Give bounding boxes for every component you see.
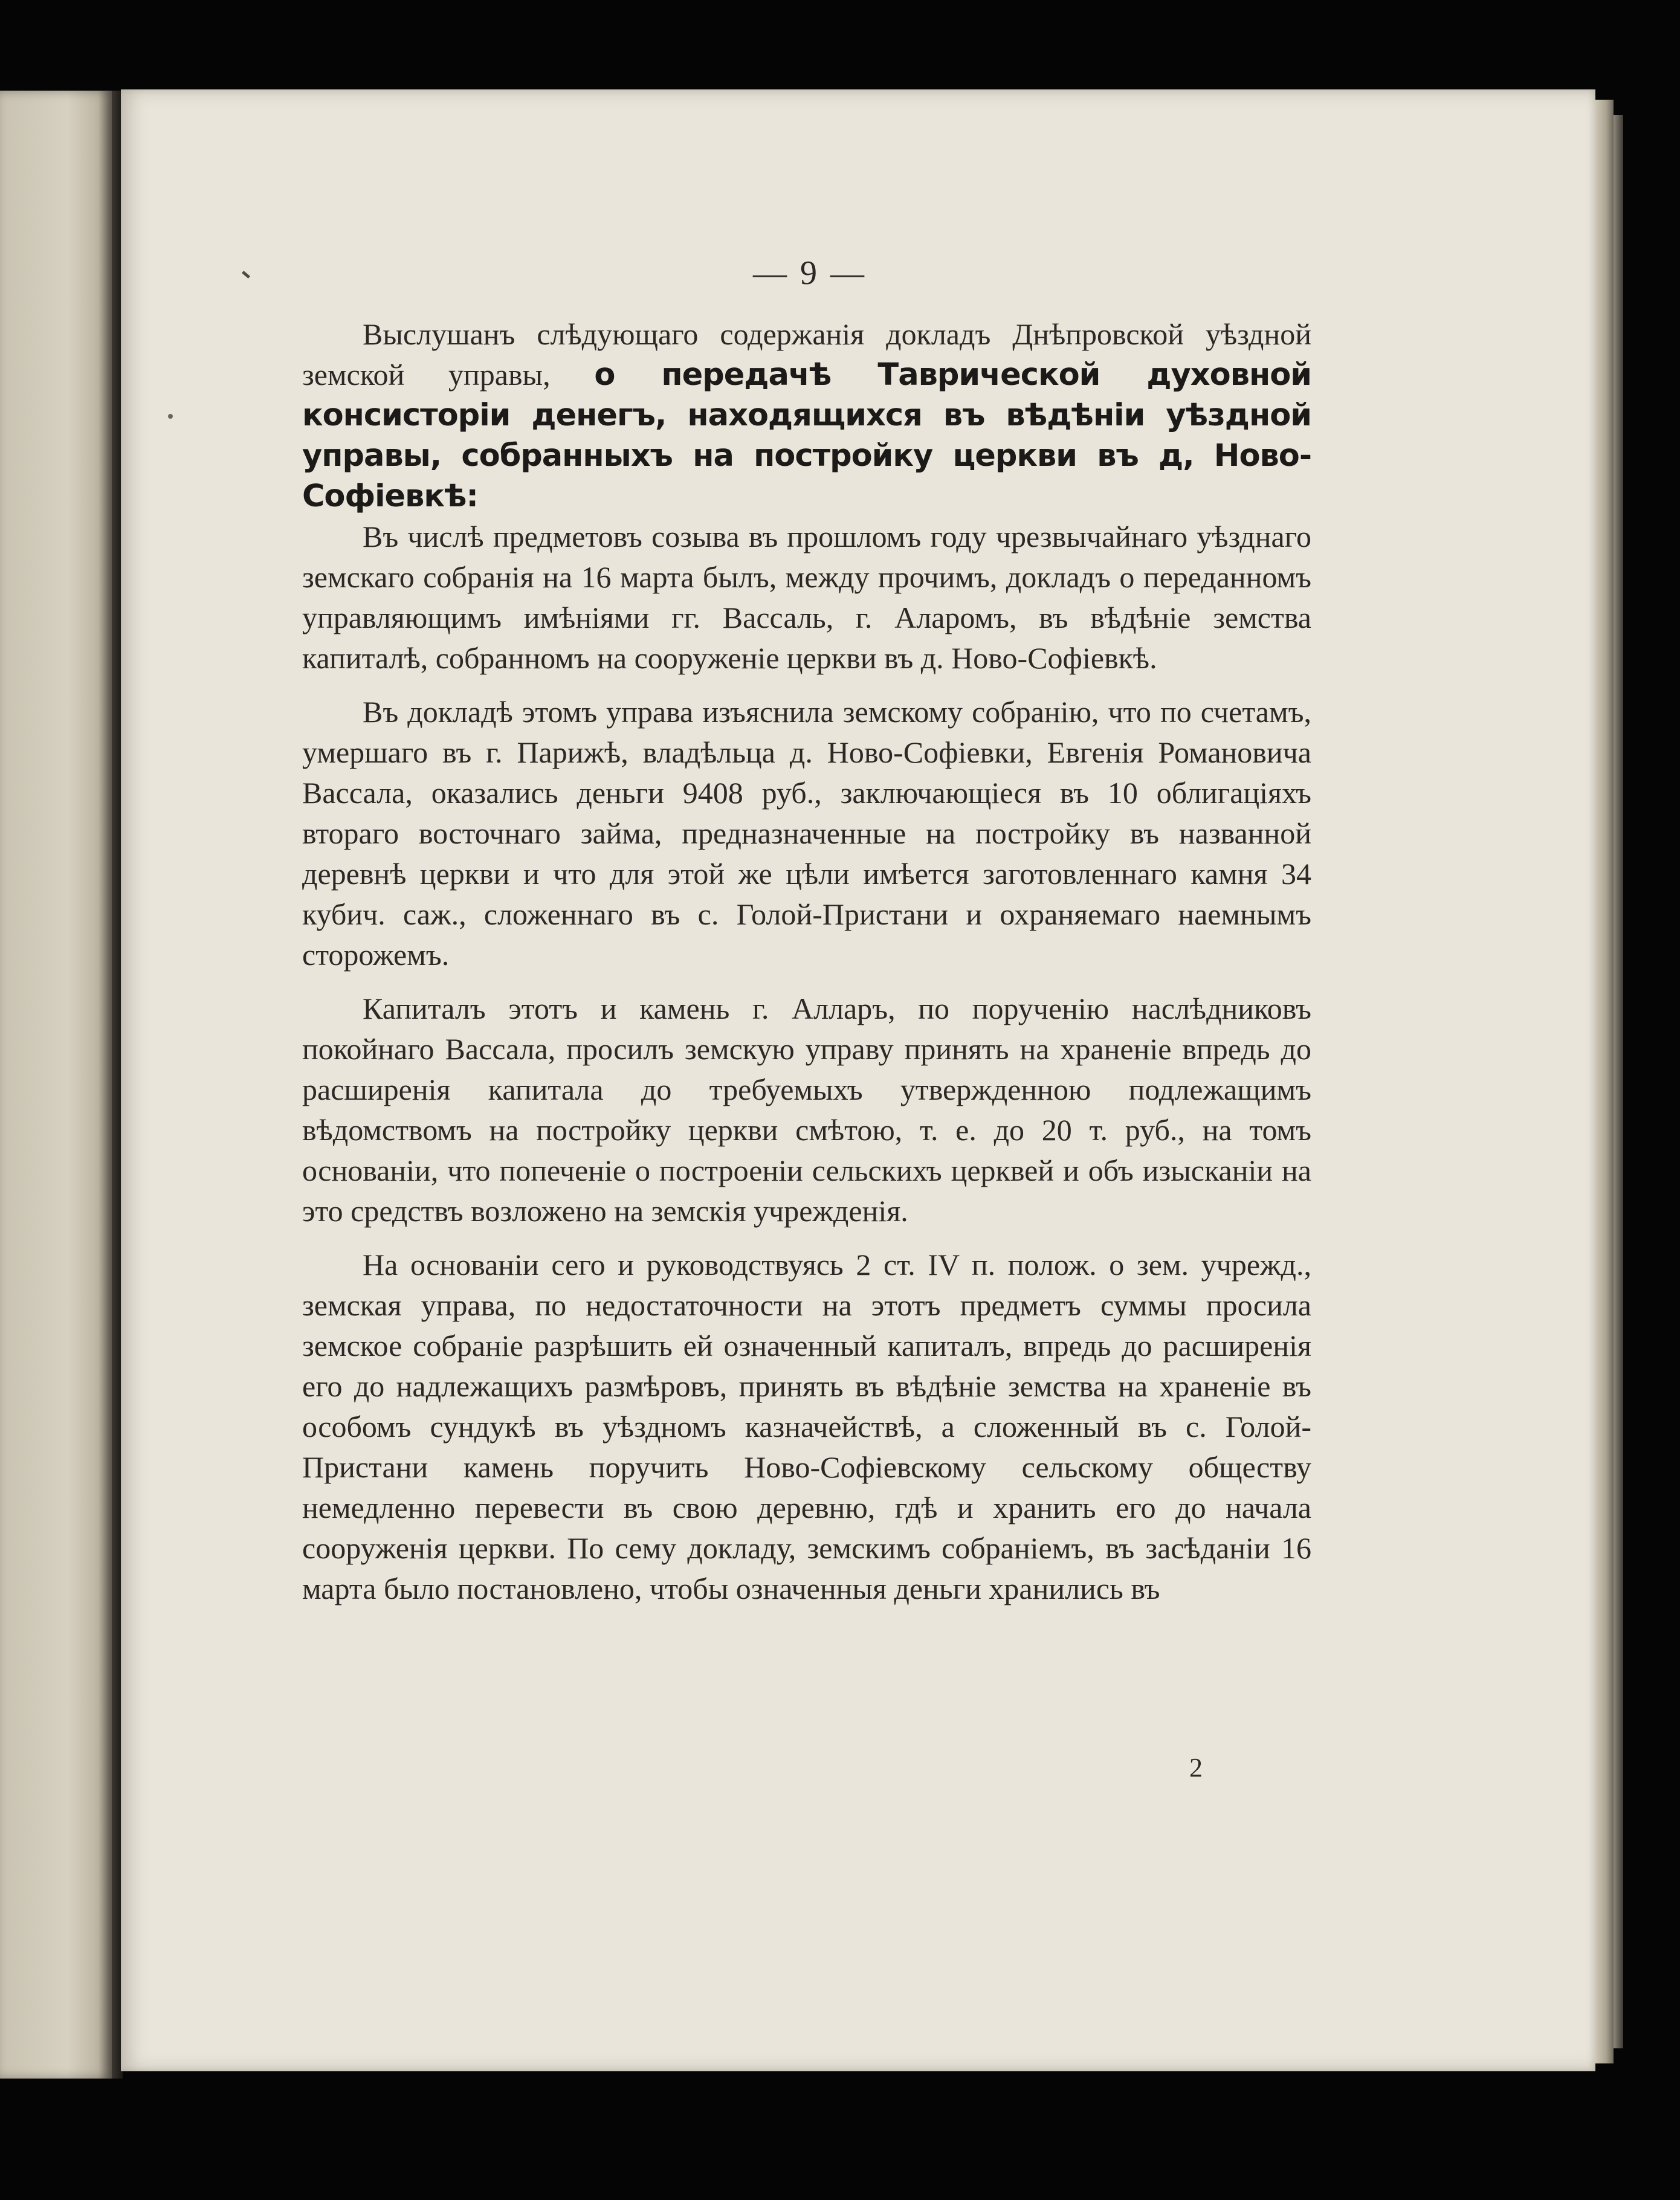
- paragraph-2: Въ докладѣ этомъ управа изъяснила земскому собранію, что по счетамъ, умершаго въ г. Парижѣ, владѣльца д. Ново-Софіевки, Евгенія Романовича Вассала, оказались деньги 9408 руб., заключающіеся въ 10 облигаціяхъ втораго восточнаго займа, предназначенные на постройку въ названной деревнѣ церкви и что для этой же цѣли имѣется заготовленнаго камня 34 кубич. саж., сложеннаго въ с. Голой-Пристани и охраняемаго наемнымъ сторожемъ.: [302, 695, 1311, 972]
- intro-bold-heading: о передачѣ Таврической духовной консисторіи денегъ, находящихся въ вѣдѣніи уѣздной управы, собранныхъ на постройку церкви въ д, Ново-Софіевкѣ:: [302, 357, 1311, 514]
- page-stack-shadow: [1614, 115, 1623, 2048]
- paragraph-4: На основаніи сего и руководствуясь 2 ст. IV п. полож. о зем. учрежд., земская управа, по недостаточности на этотъ предметъ суммы просила земское собраніе разрѣшить ей означенный капиталъ, впредь до расширенія его до надлежащихъ размѣровъ, принять въ вѣдѣніе земства на храненіе въ особомъ сундукѣ въ уѣздномъ казначействѣ, а сложенный въ с. Голой-Пристани камень поручить Ново-Софіевскому сельскому обществу немедленно перевести въ свою деревню, гдѣ и хранить его до начала сооруженія церкви. По сему докладу, земскимъ собраніемъ, въ засѣданіи 16 марта было постановлено, чтобы означенныя деньги хранились въ: [302, 1248, 1311, 1605]
- left-page-edge: [0, 91, 112, 2079]
- paragraph-1: Въ числѣ предметовъ созыва въ прошломъ году чрезвычайнаго уѣзднаго земскаго собранія на 16 марта былъ, между прочимъ, докладъ о переданномъ управляющимъ имѣніями гг. Вассаль, г. Аларомъ, въ вѣдѣніе земства капиталѣ, собранномъ на сооруженіе церкви въ д. Ново-Софіевкѣ.: [302, 520, 1311, 675]
- intro-paragraph: [302, 314, 1311, 517]
- page-number: — 9 —: [753, 254, 867, 292]
- paper-speck: [168, 414, 173, 419]
- paragraph-3: Капиталъ этотъ и камень г. Алларъ, по порученію наслѣдниковъ покойнаго Вассала, просилъ земскую управу принять на храненіе впредь до расширенія капитала до требуемыхъ утвержденною подлежащимъ вѣдомствомъ на постройку церкви смѣтою, т. е. до 20 т. руб., на томъ основаніи, что попеченіе о построеніи сельскихъ церквей и объ изысканіи на это средствъ возложено на земскія учрежденія.: [302, 992, 1311, 1228]
- page-stack-edge: [1595, 100, 1614, 2063]
- signature-mark: 2: [1189, 1753, 1203, 1782]
- body-text: [302, 314, 1311, 1609]
- intro-plain-text: Выслушанъ слѣдующаго содержанія докладъ Днѣпровской уѣздной земской управы,: [302, 317, 1311, 392]
